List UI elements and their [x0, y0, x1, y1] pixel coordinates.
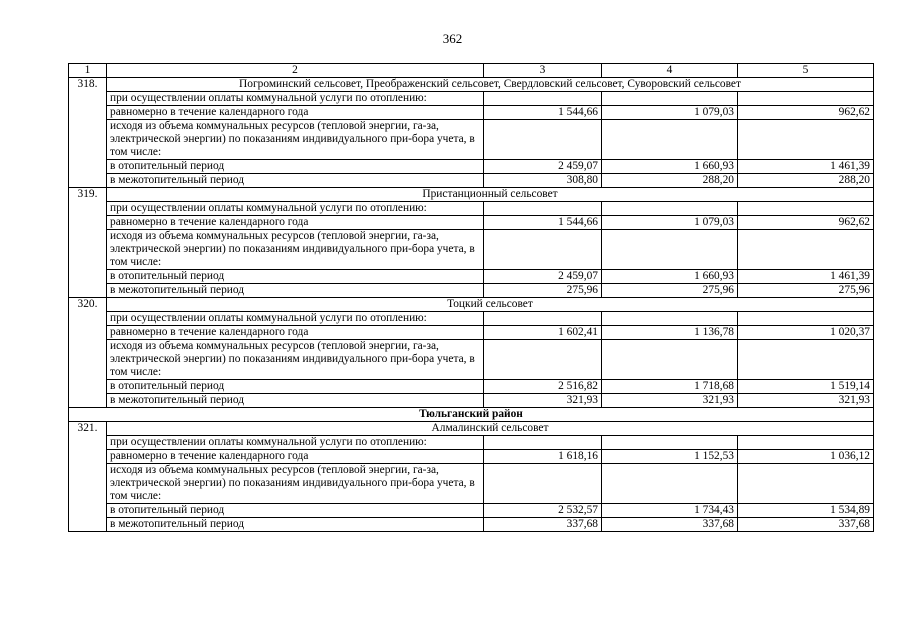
- basis-label: при осуществлении оплаты коммунальной услуги по отоплению:: [107, 312, 484, 326]
- uniform-label: равномерно в течение календарного года: [107, 216, 484, 230]
- settlement-row: [69, 422, 874, 436]
- empty-cell: [602, 120, 738, 160]
- by-volume-label: исходя из объема коммунальных ресурсов (тепловой энергии, га-за, электрической энергии) по показаниям индивидуального при-бора учета, в том числе:: [107, 120, 484, 160]
- settlement-row: [69, 188, 874, 202]
- tariff-value: 275,96: [602, 284, 738, 298]
- page-number: 362: [442, 31, 463, 46]
- tariff-value: 337,68: [738, 518, 874, 532]
- settlement-row: [69, 298, 874, 312]
- basis-label: при осуществлении оплаты коммунальной услуги по отоплению:: [107, 202, 484, 216]
- uniform-row: [69, 450, 874, 464]
- empty-cell: [738, 230, 874, 270]
- tariff-value: 1 660,93: [602, 270, 738, 284]
- tariff-value: 1 079,03: [602, 216, 738, 230]
- empty-cell: [602, 464, 738, 504]
- tariff-value: 2 516,82: [484, 380, 602, 394]
- uniform-row: [69, 216, 874, 230]
- empty-cell: [484, 436, 602, 450]
- column-header-3: 3: [484, 64, 602, 78]
- tariff-value: 321,93: [484, 394, 602, 408]
- heating-label: в отопительный период: [107, 380, 484, 394]
- tariff-value: 1 734,43: [602, 504, 738, 518]
- empty-cell: [738, 312, 874, 326]
- column-header-1: 1: [69, 64, 107, 78]
- column-header-2: 2: [107, 64, 484, 78]
- empty-cell: [484, 202, 602, 216]
- basis-label: при осуществлении оплаты коммунальной услуги по отоплению:: [107, 92, 484, 106]
- tariff-value: 2 459,07: [484, 270, 602, 284]
- tariff-value: 2 532,57: [484, 504, 602, 518]
- district-name: Тюльганский район: [69, 408, 874, 422]
- non-heating-row: [69, 174, 874, 188]
- tariff-value: 275,96: [738, 284, 874, 298]
- column-number-row: [69, 64, 874, 78]
- heating-row: [69, 160, 874, 174]
- settlement-name: Погроминский сельсовет, Преображенский сельсовет, Свердловский сельсовет, Суворовский сельсовет: [107, 78, 874, 92]
- by-volume-row: [69, 340, 874, 380]
- empty-cell: [484, 230, 602, 270]
- tariff-value: 308,80: [484, 174, 602, 188]
- empty-cell: [602, 92, 738, 106]
- tariff-value: 1 461,39: [738, 270, 874, 284]
- basis-row: [69, 92, 874, 106]
- column-header-4: 4: [602, 64, 738, 78]
- empty-cell: [738, 464, 874, 504]
- settlement-name: Пристанционный сельсовет: [107, 188, 874, 202]
- basis-row: [69, 312, 874, 326]
- non-heating-label: в межотопительный период: [107, 394, 484, 408]
- tariff-value: 275,96: [484, 284, 602, 298]
- tariff-value: 321,93: [738, 394, 874, 408]
- tariff-value: 962,62: [738, 106, 874, 120]
- tariff-value: 1 618,16: [484, 450, 602, 464]
- tariff-value: 1 519,14: [738, 380, 874, 394]
- settlement-name: Тоцкий сельсовет: [107, 298, 874, 312]
- tariff-value: 1 461,39: [738, 160, 874, 174]
- tariff-value: 1 660,93: [602, 160, 738, 174]
- tariff-value: 321,93: [602, 394, 738, 408]
- heating-label: в отопительный период: [107, 160, 484, 174]
- empty-cell: [602, 230, 738, 270]
- tariff-table: [68, 63, 874, 532]
- uniform-label: равномерно в течение календарного года: [107, 450, 484, 464]
- row-number: 320.: [69, 298, 107, 408]
- tariff-value: 337,68: [602, 518, 738, 532]
- basis-row: [69, 436, 874, 450]
- uniform-row: [69, 106, 874, 120]
- uniform-label: равномерно в течение календарного года: [107, 106, 484, 120]
- tariff-value: 1 718,68: [602, 380, 738, 394]
- empty-cell: [602, 436, 738, 450]
- row-number: 321.: [69, 422, 107, 532]
- empty-cell: [602, 202, 738, 216]
- tariff-value: 1 020,37: [738, 326, 874, 340]
- non-heating-row: [69, 284, 874, 298]
- row-number: 318.: [69, 78, 107, 188]
- heating-label: в отопительный период: [107, 504, 484, 518]
- uniform-label: равномерно в течение календарного года: [107, 326, 484, 340]
- tariff-value: 288,20: [738, 174, 874, 188]
- tariff-value: 2 459,07: [484, 160, 602, 174]
- heating-row: [69, 270, 874, 284]
- empty-cell: [738, 436, 874, 450]
- district-row: [69, 408, 874, 422]
- tariff-value: 1 534,89: [738, 504, 874, 518]
- tariff-value: 337,68: [484, 518, 602, 532]
- uniform-row: [69, 326, 874, 340]
- by-volume-label: исходя из объема коммунальных ресурсов (тепловой энергии, га-за, электрической энергии) по показаниям индивидуального при-бора учета, в том числе:: [107, 464, 484, 504]
- tariff-value: 1 544,66: [484, 216, 602, 230]
- by-volume-label: исходя из объема коммунальных ресурсов (тепловой энергии, га-за, электрической энергии) по показаниям индивидуального при-бора учета, в том числе:: [107, 340, 484, 380]
- tariff-value: 1 036,12: [738, 450, 874, 464]
- tariff-value: 1 602,41: [484, 326, 602, 340]
- by-volume-row: [69, 230, 874, 270]
- heating-label: в отопительный период: [107, 270, 484, 284]
- empty-cell: [738, 202, 874, 216]
- row-number: 319.: [69, 188, 107, 298]
- tariff-table-body: [69, 64, 874, 532]
- empty-cell: [484, 312, 602, 326]
- empty-cell: [484, 340, 602, 380]
- empty-cell: [484, 464, 602, 504]
- settlement-row: [69, 78, 874, 92]
- empty-cell: [738, 120, 874, 160]
- heating-row: [69, 380, 874, 394]
- non-heating-label: в межотопительный период: [107, 174, 484, 188]
- basis-row: [69, 202, 874, 216]
- tariff-value: 1 079,03: [602, 106, 738, 120]
- tariff-value: 288,20: [602, 174, 738, 188]
- basis-label: при осуществлении оплаты коммунальной услуги по отоплению:: [107, 436, 484, 450]
- empty-cell: [602, 340, 738, 380]
- by-volume-row: [69, 464, 874, 504]
- tariff-value: 962,62: [738, 216, 874, 230]
- empty-cell: [738, 340, 874, 380]
- non-heating-row: [69, 394, 874, 408]
- empty-cell: [602, 312, 738, 326]
- empty-cell: [484, 92, 602, 106]
- tariff-value: 1 136,78: [602, 326, 738, 340]
- settlement-name: Алмалинский сельсовет: [107, 422, 874, 436]
- by-volume-row: [69, 120, 874, 160]
- by-volume-label: исходя из объема коммунальных ресурсов (тепловой энергии, га-за, электрической энергии) по показаниям индивидуального при-бора учета, в том числе:: [107, 230, 484, 270]
- non-heating-label: в межотопительный период: [107, 284, 484, 298]
- non-heating-label: в межотопительный период: [107, 518, 484, 532]
- column-header-5: 5: [738, 64, 874, 78]
- tariff-value: 1 152,53: [602, 450, 738, 464]
- non-heating-row: [69, 518, 874, 532]
- empty-cell: [738, 92, 874, 106]
- tariff-value: 1 544,66: [484, 106, 602, 120]
- heating-row: [69, 504, 874, 518]
- empty-cell: [484, 120, 602, 160]
